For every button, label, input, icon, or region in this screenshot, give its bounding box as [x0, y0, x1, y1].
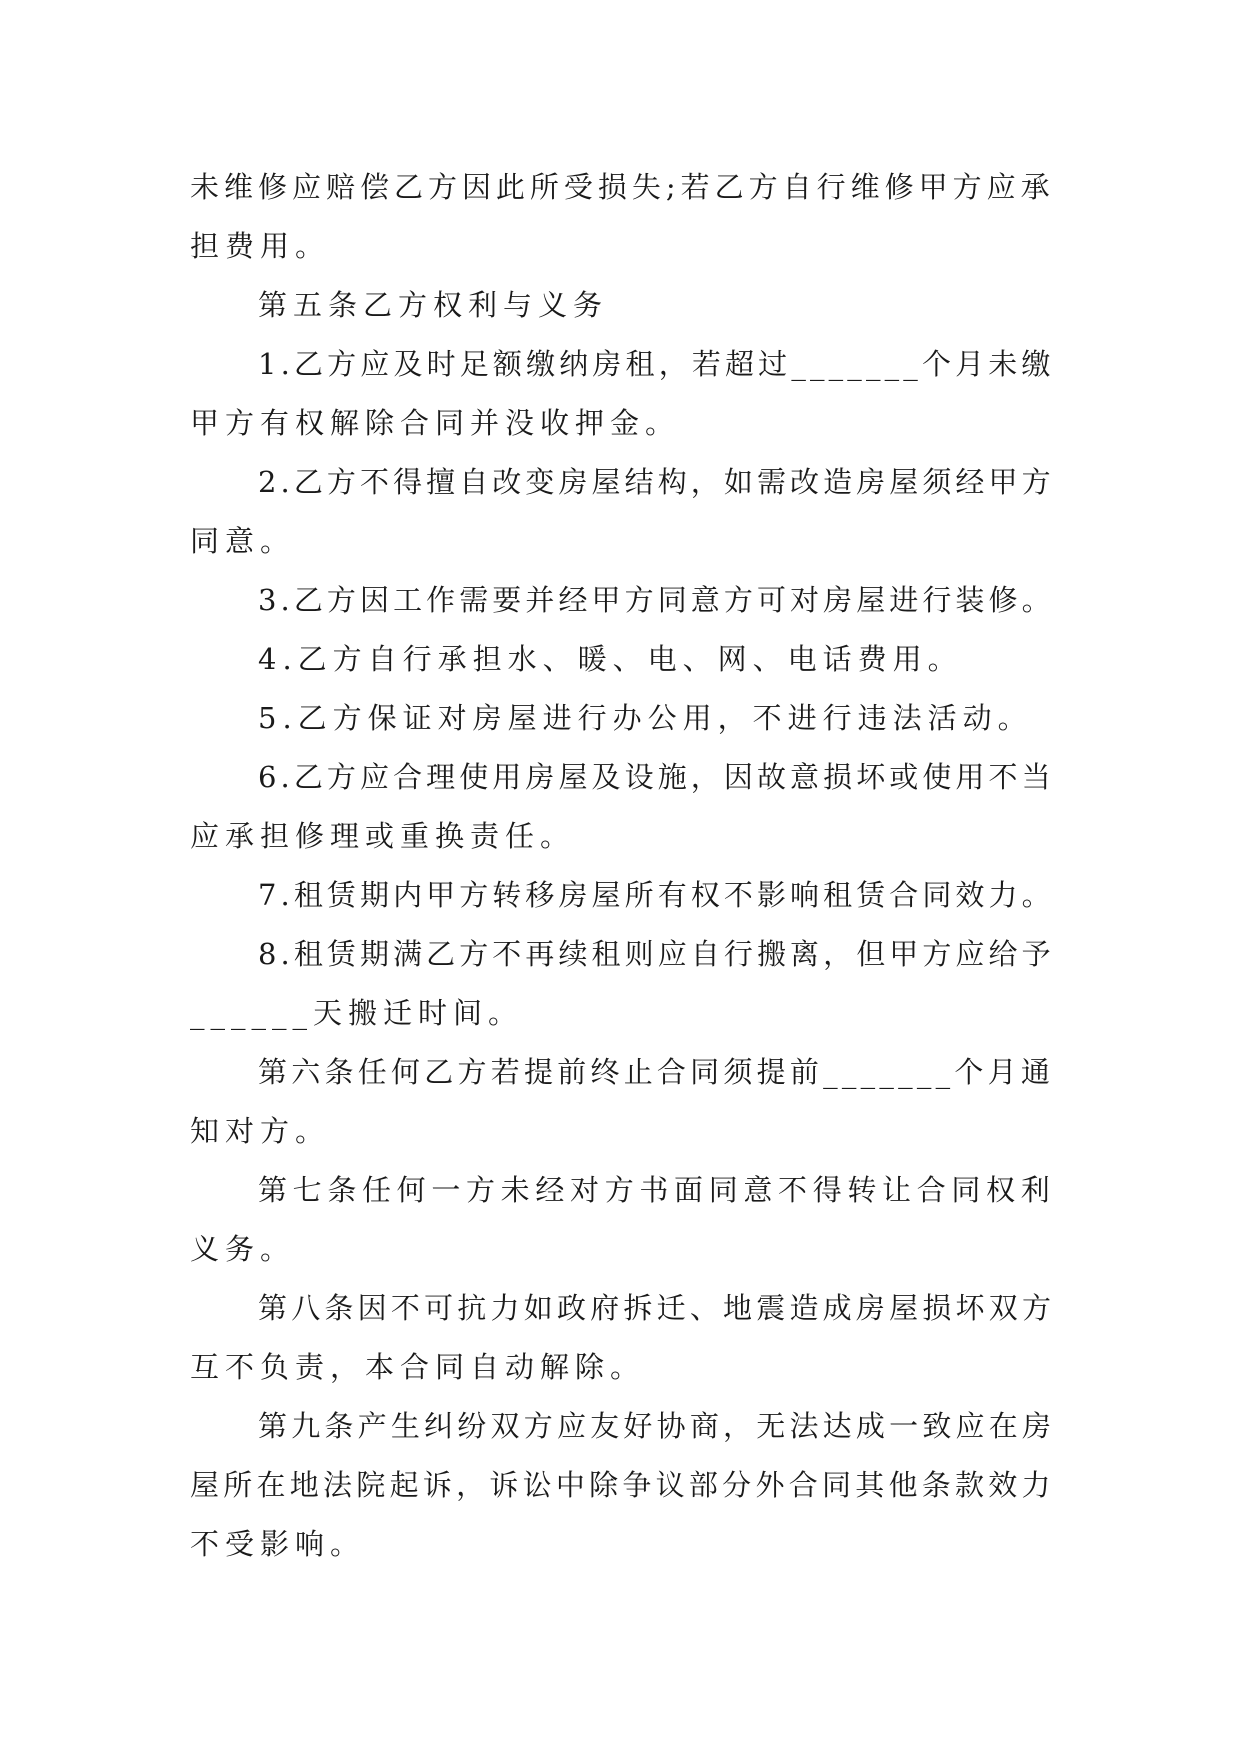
document-line: 3.乙方因工作需要并经甲方同意方可对房屋进行装修。	[258, 583, 1055, 617]
document-line: 8.租赁期满乙方不再续租则应自行搬离，但甲方应给予	[258, 937, 1055, 971]
document-line: 不受影响。	[190, 1527, 366, 1561]
document-line: 甲方有权解除合同并没收押金。	[190, 406, 681, 440]
document-line: 4.乙方自行承担水、暖、电、网、电话费用。	[258, 642, 963, 676]
document-line: 第六条任何乙方若提前终止合同须提前_______个月通	[258, 1055, 1055, 1089]
document-line: 2.乙方不得擅自改变房屋结构，如需改造房屋须经甲方	[258, 465, 1055, 499]
document-line: 第八条因不可抗力如政府拆迁、地震造成房屋损坏双方	[258, 1291, 1056, 1325]
document-line: 第九条产生纠纷双方应友好协商，无法达成一致应在房	[258, 1409, 1056, 1443]
document-line: 第五条乙方权利与义务	[258, 288, 609, 322]
document-line: 屋所在地法院起诉，诉讼中除争议部分外合同其他条款效力	[190, 1468, 1055, 1502]
document-line: 第七条任何一方未经对方书面同意不得转让合同权利	[258, 1173, 1056, 1207]
document-line: 6.乙方应合理使用房屋及设施，因故意损坏或使用不当	[258, 760, 1055, 794]
document-line: 知对方。	[190, 1114, 331, 1148]
document-line: 互不负责，本合同自动解除。	[190, 1350, 646, 1384]
document-line: ______天搬迁时间。	[190, 996, 524, 1030]
document-line: 7.租赁期内甲方转移房屋所有权不影响租赁合同效力。	[258, 878, 1055, 912]
document-line: 未维修应赔偿乙方因此所受损失;若乙方自行维修甲方应承	[190, 170, 1055, 204]
document-line: 义务。	[190, 1232, 296, 1266]
document-line: 5.乙方保证对房屋进行办公用，不进行违法活动。	[258, 701, 1033, 735]
document-body	[190, 158, 1060, 1574]
document-line: 1.乙方应及时足额缴纳房租，若超过_______个月未缴	[258, 347, 1055, 381]
document-line: 同意。	[190, 524, 296, 558]
document-line: 应承担修理或重换责任。	[190, 819, 576, 853]
document-line: 担费用。	[190, 229, 331, 263]
